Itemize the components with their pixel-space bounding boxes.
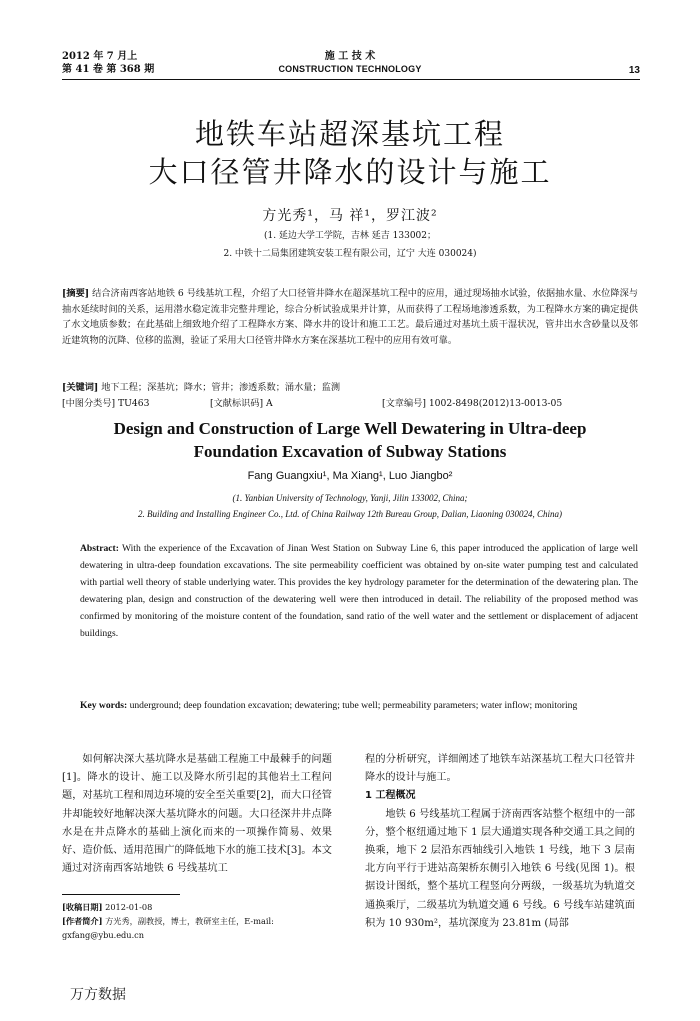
document-code: [文献标识码] A	[210, 398, 273, 409]
page-number: 13	[628, 65, 640, 76]
footnote-rule	[62, 894, 180, 895]
abstract-cn-label: [摘要]	[62, 288, 90, 299]
intro-paragraph-continued: 程的分析研究，详细阐述了地铁车站深基坑工程大口径管井降水的设计与施工。	[365, 754, 635, 784]
keywords-cn-label: [关键词]	[62, 382, 99, 393]
authors-cn: 方光秀¹，马 祥¹，罗江波²	[262, 208, 438, 224]
header-volume: 第 41 卷 第 368 期	[62, 64, 155, 75]
article-number: [文章编号] 1002-8498(2012)13-0013-05	[382, 398, 563, 409]
title-cn-line2: 大口径管井降水的设计与施工	[148, 155, 552, 189]
abstract-cn-text: 结合济南西客站地铁 6 号线基坑工程，介绍了大口径管井降水在超深基坑工程中的应用，通过现场抽水试验，依据抽水量、水位降深与抽水延续时间的关系，运用潜水稳定流非完整井理论，综合分析试验成果并计算，从而获得了工程场地渗透系数，为工程降水方案的确定提供了水文地质参数；在此基础上细致地介绍了工程降水方案、降水井的设计和施工工艺。最后通过对基坑土质干湿状况，管井出水含砂量以及邻近建筑物的沉降、位移的监测，验证了采用大口径管井降水方案在深基坑工程中的应用有效可靠。	[62, 288, 638, 346]
header-date: 2012 年 7 月上	[62, 51, 138, 62]
received-date	[62, 900, 332, 914]
affiliation-cn-2: 2. 中铁十二局集团建筑安装工程有限公司，辽宁 大连 030024)	[223, 249, 477, 259]
header-rule	[62, 79, 640, 80]
title-en-line2: Foundation Excavation of Subway Stations	[193, 442, 507, 461]
footnote	[62, 900, 332, 942]
body-left-column	[62, 751, 332, 878]
title-cn-line1: 地铁车站超深基坑工程	[194, 117, 505, 151]
received-value: 2012-01-08	[105, 902, 153, 912]
title-en-line1: Design and Construction of Large Well Dewatering in Ultra-deep	[113, 419, 587, 438]
keywords-en	[80, 697, 638, 714]
abstract-en-label: Abstract:	[80, 543, 119, 554]
keywords-en-label: Key words:	[80, 700, 128, 711]
section-heading: 1 工程概况	[365, 790, 416, 802]
header-issue-info	[62, 50, 154, 76]
affiliation-en-1: (1. Yanbian University of Technology, Yanji, Jilin 133002, China;	[232, 493, 468, 503]
received-label: [收稿日期]	[62, 902, 103, 912]
header-journal	[250, 50, 450, 76]
affiliation-cn-1: (1. 延边大学工学院，吉林 延吉 133002；	[263, 231, 437, 241]
project-overview-paragraph: 地铁 6 号线基坑工程属于济南西客站整个枢纽中的一部分，整个枢纽通过地下 1 层大通道实现各种交通工具之间的换乘，地下 2 层沿东西轴线引入地铁 1 号线，地下 3 层南北方向平行于进站高架桥东侧引入地铁 6 号线(见图 1)。根据设计图纸，整个基坑工程竖向分两级，一级基坑为轨道交通换乘厅，二级基坑为轨道交通 6 号线。6 号线车站建筑面积为 10 930m²，基坑深度为 23.81m (局部	[365, 808, 635, 929]
clc-number: [中图分类号] TU463	[62, 398, 150, 409]
affiliation-en-2: 2. Building and Installing Engineer Co., Ltd. of China Railway 12th Bureau Group, Dalian, Liaoning 030024, China)	[137, 509, 563, 519]
body-right-column	[365, 751, 635, 933]
author-bio	[62, 914, 332, 942]
keywords-cn-text: 地下工程；深基坑；降水；管井；渗透系数；涌水量；监测	[101, 382, 341, 393]
keywords-en-text: underground; deep foundation excavation; dewatering; tube well; permeability parameters; water inflow; monitoring	[129, 700, 578, 711]
journal-name-cn: 施 工 技 术	[324, 51, 376, 62]
bio-label: [作者简介]	[62, 916, 103, 926]
bio-text: 方光秀，副教授，博士，教研室主任，E-mail: gxfang@ybu.edu.cn	[62, 916, 274, 940]
abstract-en	[80, 540, 638, 642]
abstract-cn	[62, 286, 638, 348]
intro-paragraph: 如何解决深大基坑降水是基础工程施工中最棘手的问题[1]。降水的设计、施工以及降水所引起的其他岩土工程问题，对基坑工程和周边环境的安全至关重要[2]，而大口径管井却能较好地解决深大基坑降水的问题。大口径深井井点降水是在井点降水的基础上演化而来的一项操作简易、效果好、造价低、适用范围广的降低地下水的施工技术[3]。本文通过对济南西客站地铁 6 号线基坑工	[62, 754, 332, 875]
keywords-cn	[62, 380, 638, 395]
abstract-en-text: With the experience of the Excavation of Jinan West Station on Subway Line 6, this paper introduced the application of large well dewatering in ultra-deep foundation excavations. The site permeability coefficient was obtained by on-site water pumping test and calculated with partial well theory of stable underlying water. This provides the key hydrology parameter for the determination of the dewatering plan. The dewatering plan, design and construction of the dewatering well were then introduced in detail. The reliability of the proposed method was confirmed by monitoring of the moisture content of the foundation, sand ratio of the well water and the settlement or displacement of adjacent buildings.	[80, 543, 638, 639]
journal-name-en: CONSTRUCTION TECHNOLOGY	[278, 64, 422, 74]
watermark: 万方数据	[70, 987, 126, 1003]
authors-en: Fang Guangxiu¹, Ma Xiang¹, Luo Jiangbo²	[247, 470, 453, 482]
